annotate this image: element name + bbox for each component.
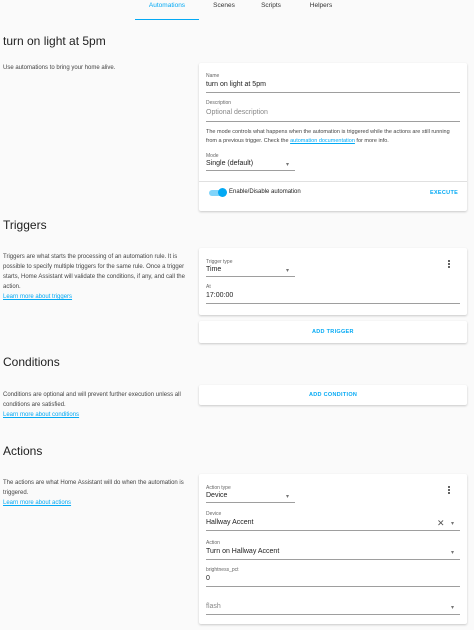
add-trigger-button[interactable]: ADD TRIGGER: [312, 329, 354, 335]
triggers-description: [3, 252, 188, 302]
tab-scenes[interactable]: Scenes: [213, 2, 235, 9]
intro-description: Use automations to bring your home alive.: [3, 65, 116, 71]
learn-more-triggers-link[interactable]: Learn more about triggers: [3, 294, 73, 300]
name-input[interactable]: turn on light at 5pm: [206, 81, 266, 88]
description-underline: [206, 121, 460, 122]
action-type-label: Action type: [206, 485, 231, 491]
automation-toggle-thumb[interactable]: [218, 188, 227, 197]
device-label: Device: [206, 511, 222, 517]
brightness-underline: [206, 586, 460, 587]
flash-select[interactable]: flash: [206, 603, 221, 610]
add-trigger-card: [199, 321, 467, 343]
trigger-type-underline: [206, 276, 295, 277]
conditions-heading: Conditions: [3, 355, 60, 369]
mode-label: Mode: [206, 153, 219, 159]
action-underline: [206, 559, 460, 560]
action-card: [199, 474, 467, 624]
page-title: turn on light at 5pm: [3, 34, 106, 48]
device-select[interactable]: Hallway Accent: [206, 519, 254, 526]
brightness-label: brightness_pct: [206, 567, 239, 573]
more-vertical-icon[interactable]: [448, 260, 451, 269]
chevron-down-icon[interactable]: ▾: [451, 605, 455, 611]
chevron-down-icon: ▾: [286, 162, 290, 168]
action-type-select[interactable]: Device: [206, 492, 228, 499]
tab-helpers[interactable]: Helpers: [309, 2, 333, 9]
description-label: Description: [206, 100, 232, 106]
close-icon[interactable]: ✕: [437, 518, 445, 528]
learn-more-conditions-link[interactable]: Learn more about conditions: [3, 412, 80, 418]
automation-documentation-link[interactable]: automation documentation: [290, 138, 355, 144]
action-select[interactable]: Turn on Hallway Accent: [206, 548, 280, 555]
action-type-underline: [206, 502, 295, 503]
mode-select[interactable]: Single (default): [206, 160, 254, 167]
at-underline: [206, 303, 460, 304]
at-label: At: [206, 284, 211, 290]
mode-underline: [206, 170, 295, 171]
tab-scripts[interactable]: Scripts: [261, 2, 281, 9]
mode-help-before: The mode controls what happens when the automation is triggered while the actions are still running from a previous trigger. Check the: [206, 129, 450, 144]
add-condition-button[interactable]: ADD CONDITION: [309, 392, 358, 398]
more-vertical-icon[interactable]: [448, 486, 451, 495]
chevron-down-icon[interactable]: ▾: [451, 521, 455, 527]
execute-button[interactable]: EXECUTE: [430, 190, 459, 196]
trigger-type-label: Trigger type: [206, 259, 233, 265]
name-label: Name: [206, 73, 220, 79]
toggle-label: Enable/Disable automation: [229, 189, 301, 195]
device-underline: [206, 530, 460, 531]
mode-help-after: for more info.: [354, 138, 389, 144]
at-input[interactable]: 17:00:00: [206, 292, 234, 299]
triggers-heading: Triggers: [3, 218, 47, 232]
card-divider: [199, 181, 467, 182]
actions-description: [3, 478, 188, 508]
name-underline: [206, 92, 460, 93]
trigger-type-select[interactable]: Time: [206, 266, 222, 273]
chevron-down-icon: ▾: [286, 268, 290, 274]
actions-heading: Actions: [3, 444, 43, 458]
learn-more-actions-link[interactable]: Learn more about actions: [3, 500, 72, 506]
action-label: Action: [206, 540, 220, 546]
conditions-description-text: Conditions are optional and will prevent further execution unless all conditions are satisfied.: [3, 392, 181, 408]
conditions-description: [3, 390, 188, 420]
flash-underline: [206, 614, 460, 615]
brightness-input[interactable]: 0: [206, 575, 210, 582]
mode-help-text: [206, 128, 462, 146]
trigger-card: [199, 248, 467, 315]
tab-automations[interactable]: Automations: [135, 0, 199, 20]
chevron-down-icon[interactable]: ▾: [451, 550, 455, 556]
triggers-description-text: Triggers are what starts the processing of an automation rule. It is possible to specify multiple triggers for the same rule. Once a trigger starts, Home Assistant will validate the conditions, if any, and call the action.: [3, 254, 185, 290]
actions-description-text: The actions are what Home Assistant will do when the automation is triggered.: [3, 480, 184, 496]
add-condition-card: [199, 385, 467, 405]
description-input[interactable]: Optional description: [206, 109, 268, 116]
chevron-down-icon: ▾: [286, 494, 290, 500]
